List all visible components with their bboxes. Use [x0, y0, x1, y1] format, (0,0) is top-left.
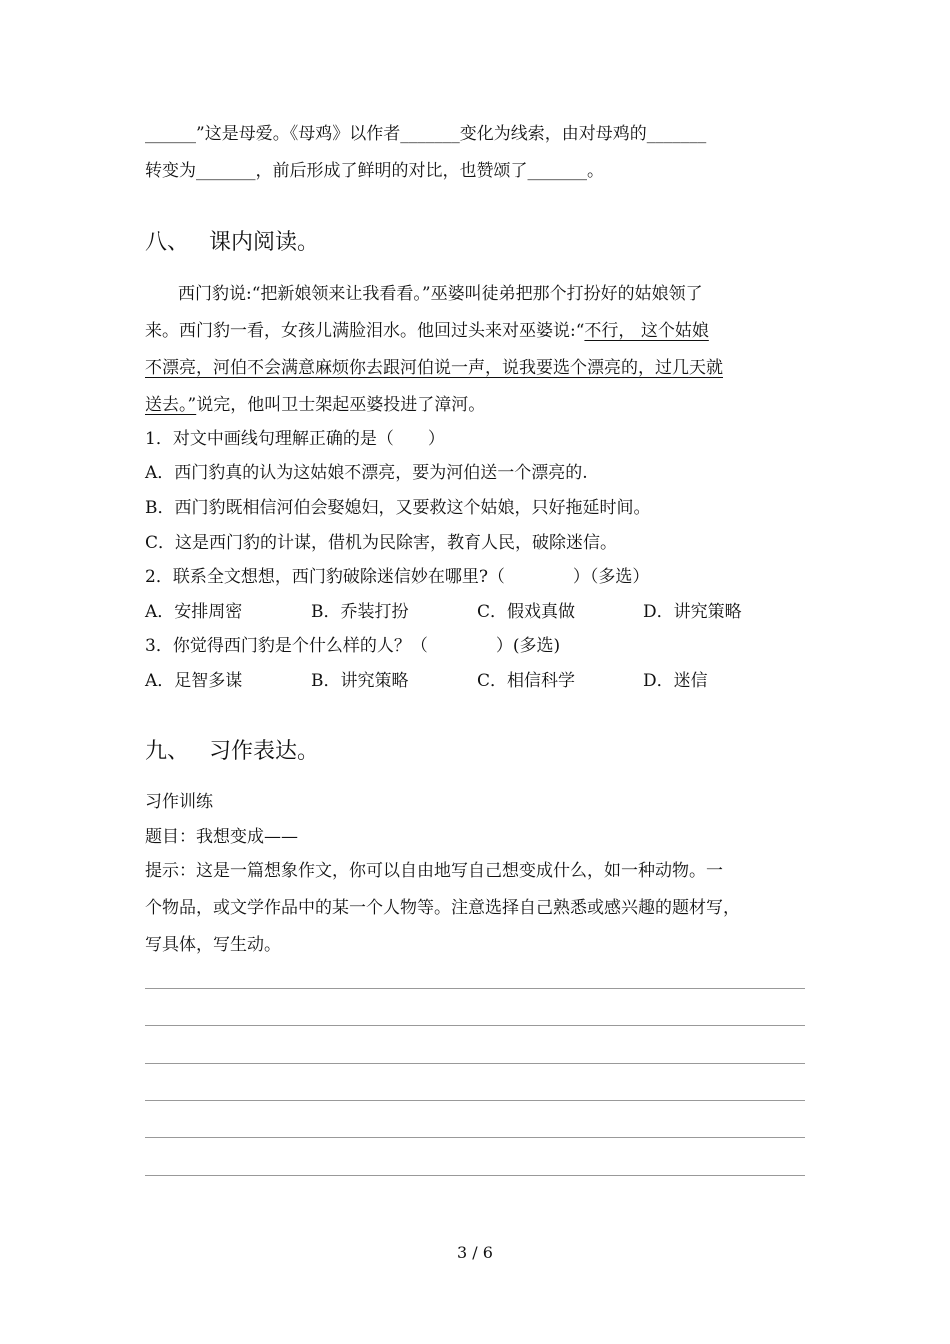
- reading-paragraph-line-4: [145, 394, 805, 416]
- writing-line[interactable]: [145, 1137, 805, 1138]
- question-2-option-d: D．讲究策略: [643, 602, 742, 622]
- writing-line[interactable]: [145, 1175, 805, 1176]
- writing-line[interactable]: [145, 1063, 805, 1064]
- writing-line[interactable]: [145, 988, 805, 989]
- question-3: 3．你觉得西门豹是个什么样的人？（ ）(多选): [145, 636, 561, 656]
- question-3-option-a: A．足智多谋: [145, 671, 243, 691]
- question-2-option-b: B．乔装打扮: [311, 602, 409, 622]
- question-2-option-c: C．假戏真做: [477, 602, 576, 622]
- question-2-option-a: A．安排周密: [145, 602, 243, 622]
- question-3-option-c: C．相信科学: [477, 671, 576, 691]
- writing-topic: 题目：我想变成——: [145, 827, 298, 847]
- question-2: 2．联系全文想想，西门豹破除迷信妙在哪里?（ ）（多选）: [145, 567, 650, 587]
- reading-paragraph-line-1: 西门豹说:“把新娘领来让我看看。”巫婆叫徒弟把那个打扮好的姑娘领了: [178, 284, 703, 304]
- writing-hint-line-2: 个物品，或文学作品中的某一个人物等。注意选择自己熟悉或感兴趣的题材写，: [145, 898, 740, 918]
- section-9-heading: [145, 737, 319, 767]
- section-9-title: 习作表达。: [209, 739, 320, 764]
- underlined-sentence: 不行， 这个姑娘: [584, 321, 709, 341]
- reading-text: 说完，他叫卫士架起巫婆投进了漳河。: [196, 395, 486, 415]
- question-1-option-a: A．西门豹真的认为这姑娘不漂亮，要为河伯送一个漂亮的.: [145, 463, 588, 483]
- section-8-title: 课内阅读。: [209, 230, 320, 255]
- question-3-option-b: B．讲究策略: [311, 671, 409, 691]
- writing-hint-line-1: 提示：这是一篇想象作文，你可以自由地写自己想变成什么，如一种动物。一: [145, 861, 723, 881]
- writing-hint-line-3: 写具体，写生动。: [145, 935, 281, 955]
- writing-label: 习作训练: [145, 792, 213, 812]
- question-3-options: [145, 670, 805, 692]
- section-9-number: 九、: [145, 739, 190, 764]
- reading-paragraph-line-2: [145, 320, 805, 342]
- underlined-sentence-end: 送去。”: [145, 395, 197, 415]
- writing-line[interactable]: [145, 1025, 805, 1026]
- question-2-options: [145, 601, 805, 623]
- question-3-option-d: D．迷信: [643, 671, 708, 691]
- question-1-option-b: B．西门豹既相信河伯会娶媳妇，又要救这个姑娘，只好拖延时间。: [145, 498, 651, 518]
- writing-line[interactable]: [145, 1100, 805, 1101]
- section-8-number: 八、: [145, 230, 190, 255]
- section-8-heading: [145, 228, 319, 258]
- reading-paragraph-line-3: 不漂亮，河伯不会满意麻烦你去跟河伯说一声，说我要选个漂亮的，过几天就: [145, 358, 723, 378]
- reading-text: 来。西门豹一看，女孩儿满脸泪水。他回过头来对巫婆说:“: [145, 321, 585, 341]
- fill-blank-line-1: ______”这是母爱。《母鸡》以作者_______变化为线索，由对母鸡的_______: [145, 124, 707, 144]
- question-1: 1．对文中画线句理解正确的是（ ）: [145, 429, 445, 449]
- question-1-option-c: C．这是西门豹的计谋，借机为民除害，教育人民，破除迷信。: [145, 533, 618, 553]
- page-number: 3 / 6: [457, 1243, 493, 1262]
- fill-blank-line-2: 转变为_______，前后形成了鲜明的对比，也赞颂了_______。: [145, 161, 604, 181]
